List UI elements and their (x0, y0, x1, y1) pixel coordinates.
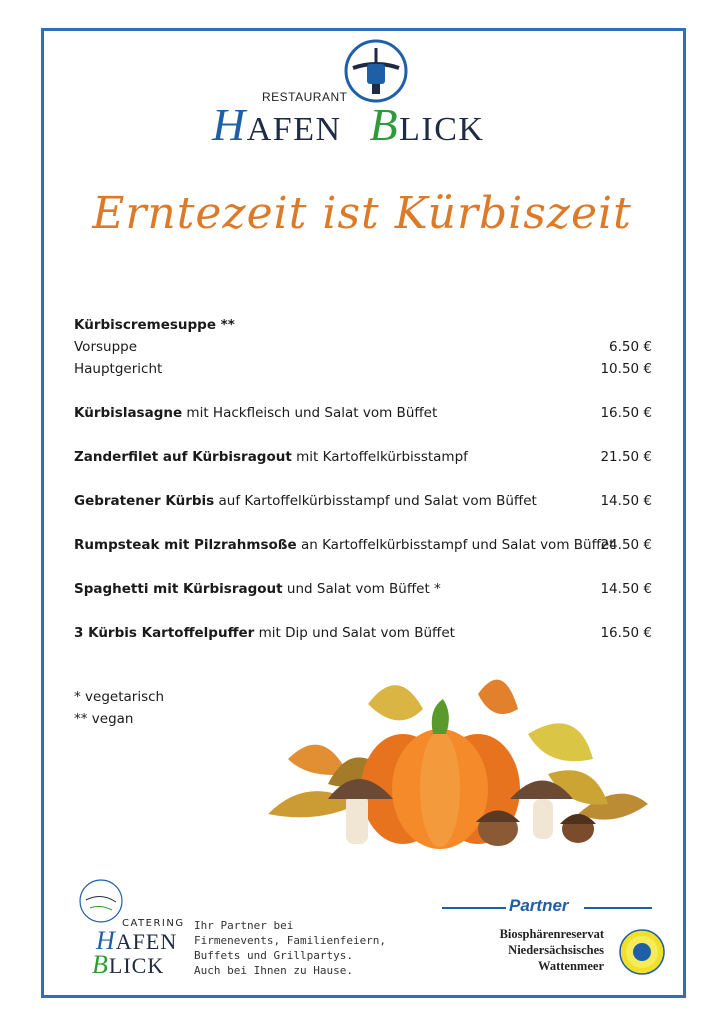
catering-line: Buffets und Grillpartys. (194, 949, 353, 962)
catering-part1: AFEN (115, 929, 178, 954)
menu-item (74, 490, 652, 512)
menu-item-soup (74, 314, 652, 336)
catering-cap-b: B (92, 950, 109, 979)
price: 6.50 € (609, 339, 652, 355)
price: 14.50 € (600, 493, 652, 509)
menu-item (74, 578, 652, 600)
catering-line: Auch bei Ihnen zu Hause. (194, 964, 353, 977)
brand-cap-b: B (369, 99, 400, 150)
soup-option (74, 336, 652, 358)
partner-divider-left (442, 907, 506, 909)
menu-item (74, 446, 652, 468)
catering-description (194, 918, 386, 978)
price: 16.50 € (600, 405, 652, 421)
brand-cap-h: H (212, 99, 247, 150)
dish-desc: auf Kartoffelkürbisstampf und Salat vom Büffet (214, 493, 537, 509)
restaurant-label: RESTAURANT (262, 90, 348, 104)
partner-line: Biosphärenreservat (499, 927, 604, 941)
dish-desc: mit Hackfleisch und Salat vom Büffet (182, 405, 438, 421)
dish-name: Kürbislasagne (74, 405, 183, 421)
price: 10.50 € (600, 361, 652, 377)
footnote-vegan: ** vegan (74, 711, 134, 727)
dish-name: Gebratener Kürbis (74, 493, 215, 509)
menu-list (74, 314, 652, 644)
catering-line: Ihr Partner bei (194, 919, 294, 932)
soup-option-label: Hauptgericht (74, 361, 163, 377)
headline: Erntezeit ist Kürbiszeit (92, 188, 632, 239)
ferris-wheel-emblem-icon (343, 38, 409, 104)
price: 21.50 € (600, 449, 652, 465)
partner-label: Partner (509, 896, 569, 915)
partner-line: Niedersächsisches (508, 943, 604, 957)
catering-name-line2 (92, 950, 164, 980)
soup-option-label: Vorsuppe (74, 339, 138, 355)
catering-cap-h: H (96, 926, 116, 955)
pumpkin-autumn-leaves-mushrooms-icon (248, 664, 654, 854)
catering-line: Firmenevents, Familienfeiern, (194, 934, 387, 947)
price: 14.50 € (600, 581, 652, 597)
menu-item (74, 534, 652, 556)
dish-desc: an Kartoffelkürbisstampf und Salat vom Büffet (296, 537, 615, 553)
dish-name: 3 Kürbis Kartoffelpuffer (74, 625, 255, 641)
brand-name (212, 98, 484, 151)
dish-desc: mit Dip und Salat vom Büffet (254, 625, 455, 641)
price: 24.50 € (600, 537, 652, 553)
partner-divider-right (584, 907, 652, 909)
dish-desc: mit Kartoffelkürbisstampf (291, 449, 468, 465)
biosphere-reserve-logo-icon (618, 928, 666, 976)
dish-name: Kürbiscremesuppe ** (74, 317, 235, 333)
footnote-vegetarian: * vegetarisch (74, 689, 165, 705)
soup-option (74, 358, 652, 380)
partner-name (452, 926, 604, 974)
brand-part1: AFEN (246, 111, 342, 148)
footnotes (74, 686, 164, 730)
catering-label: CATERING (122, 918, 185, 929)
menu-item (74, 622, 652, 644)
menu-item (74, 402, 652, 424)
price: 16.50 € (600, 625, 652, 641)
partner-line: Wattenmeer (538, 959, 604, 973)
catering-part2: LICK (108, 953, 165, 978)
catering-emblem-icon (78, 878, 124, 924)
dish-desc: und Salat vom Büffet * (282, 581, 441, 597)
brand-part2: LICK (399, 111, 485, 148)
dish-name: Rumpsteak mit Pilzrahmsoße (74, 537, 297, 553)
dish-name: Spaghetti mit Kürbisragout (74, 581, 283, 597)
dish-name: Zanderfilet auf Kürbisragout (74, 449, 292, 465)
